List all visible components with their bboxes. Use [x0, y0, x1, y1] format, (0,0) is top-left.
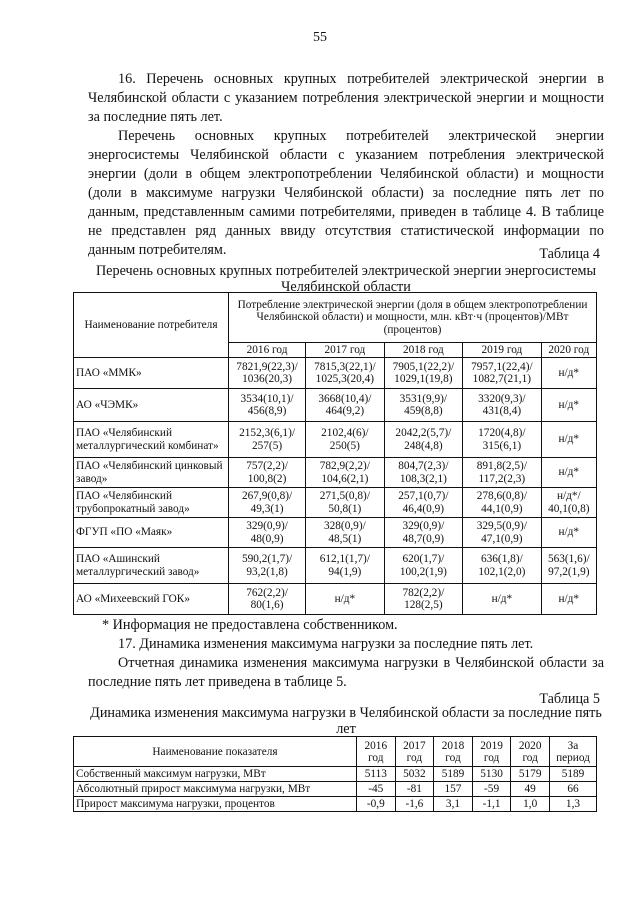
indicator-value-cell: -81 [395, 782, 434, 797]
consumption-cell: 329,5(0,9)/ 47,1(0,9) [463, 518, 542, 548]
indicator-value-cell: -0,9 [357, 797, 396, 812]
table-row [74, 422, 597, 458]
consumption-cell: 3668(10,4)/ 464(9,2) [306, 389, 385, 422]
table-4-name-header: Наименование потребителя [74, 293, 229, 358]
table-4 [73, 292, 597, 615]
table-row [74, 782, 597, 797]
consumer-name-cell: ПАО «Ашинский металлургический завод» [74, 548, 229, 584]
indicator-value-cell: 1,3 [549, 797, 596, 812]
table-4-year-header: 2020 год [541, 343, 596, 358]
indicator-value-cell: -1,6 [395, 797, 434, 812]
section-17-heading: 17. Динамика изменения максимума нагрузки за последние пять лет. [118, 636, 534, 652]
table-5-year-header: 2017 год [395, 737, 434, 767]
consumption-cell: н/д* [541, 422, 596, 458]
table-row [74, 767, 597, 782]
table-5-year-header: 2016 год [357, 737, 396, 767]
indicator-value-cell: 5032 [395, 767, 434, 782]
consumption-cell: 328(0,9)/ 48,5(1) [306, 518, 385, 548]
table-5-year-header: За период [549, 737, 596, 767]
consumption-cell: 563(1,6)/ 97,2(1,9) [541, 548, 596, 584]
consumption-cell: 1720(4,8)/ 315(6,1) [463, 422, 542, 458]
indicator-name-cell: Собственный максимум нагрузки, МВт [74, 767, 357, 782]
table-5-name-header: Наименование показателя [74, 737, 357, 767]
consumption-cell: н/д* [541, 389, 596, 422]
consumption-cell: 636(1,8)/ 102,1(2,0) [463, 548, 542, 584]
consumption-cell: 757(2,2)/ 100,8(2) [229, 458, 306, 488]
table-5-year-header: 2019 год [472, 737, 511, 767]
consumption-cell: 762(2,2)/ 80(1,6) [229, 584, 306, 615]
consumer-name-cell: ПАО «Челябинский трубопрокатный завод» [74, 488, 229, 518]
table-row [74, 458, 597, 488]
consumption-cell: н/д* [541, 458, 596, 488]
consumer-name-cell: ФГУП «ПО «Маяк» [74, 518, 229, 548]
consumption-cell: 3534(10,1)/ 456(8,9) [229, 389, 306, 422]
indicator-value-cell: 1,0 [511, 797, 550, 812]
indicator-value-cell: -59 [472, 782, 511, 797]
consumption-cell: 278,6(0,8)/ 44,1(0,9) [463, 488, 542, 518]
indicator-value-cell: 5130 [472, 767, 511, 782]
consumer-name-cell: ПАО «ММК» [74, 358, 229, 389]
table-4-note: * Информация не предоставлена собственником. [102, 617, 398, 633]
indicator-value-cell: 5179 [511, 767, 550, 782]
indicator-value-cell: 66 [549, 782, 596, 797]
section-16-paragraph: Перечень основных крупных потребителей электрической энергии энергосистемы Челябинской области с указанием потребления электрической энергии (доли в общем электропотреблении Челябинской области) и мощности (доли в максимуме нагрузки Челябинской области) за последние пять лет по данным, представленным самими потребителями, приведен в таблице 4. В таблице не представлен ряд данных ввиду отсутствия статистической информации по данным потребителям. [88, 128, 604, 258]
table-row [74, 584, 597, 615]
consumption-cell: 891,8(2,5)/ 117,2(2,3) [463, 458, 542, 488]
table-4-year-header: 2018 год [384, 343, 463, 358]
consumption-cell: н/д* [541, 518, 596, 548]
consumption-cell: 7815,3(22,1)/ 1025,3(20,4) [306, 358, 385, 389]
table-5-label: Таблица 5 [539, 691, 600, 707]
table-5 [73, 736, 597, 812]
consumption-cell: 590,2(1,7)/ 93,2(1,8) [229, 548, 306, 584]
table-4-year-header: 2017 год [306, 343, 385, 358]
page-number: 55 [313, 30, 327, 45]
consumption-cell: 620(1,7)/ 100,2(1,9) [384, 548, 463, 584]
table-5-caption: Динамика изменения максимума нагрузки в Челябинской области за последние пять лет [90, 705, 602, 737]
table-row [74, 797, 597, 812]
indicator-value-cell: 5189 [549, 767, 596, 782]
consumer-name-cell: ПАО «Челябинский цинковый завод» [74, 458, 229, 488]
consumption-cell: 2102,4(6)/ 250(5) [306, 422, 385, 458]
consumption-cell: 267,9(0,8)/ 49,3(1) [229, 488, 306, 518]
consumption-cell: н/д* [541, 584, 596, 615]
consumption-cell: 7957,1(22,4)/ 1082,7(21,1) [463, 358, 542, 389]
table-row [74, 358, 597, 389]
table-row [74, 488, 597, 518]
section-17-paragraph: Отчетная динамика изменения максимума нагрузки в Челябинской области за последние пять лет приведена в таблице 5. [88, 655, 604, 690]
indicator-value-cell: 5189 [434, 767, 473, 782]
table-4-year-header: 2019 год [463, 343, 542, 358]
table-row [74, 518, 597, 548]
consumption-cell: 612,1(1,7)/ 94(1,9) [306, 548, 385, 584]
consumption-cell: 271,5(0,8)/ 50,8(1) [306, 488, 385, 518]
consumption-cell: 2042,2(5,7)/ 248(4,8) [384, 422, 463, 458]
consumption-cell: 3531(9,9)/ 459(8,8) [384, 389, 463, 422]
consumption-cell: 329(0,9)/ 48(0,9) [229, 518, 306, 548]
consumer-name-cell: ПАО «Челябинский металлургический комбинат» [74, 422, 229, 458]
consumer-name-cell: АО «ЧЭМК» [74, 389, 229, 422]
table-4-label: Таблица 4 [539, 246, 600, 262]
consumption-cell: 782,9(2,2)/ 104,6(2,1) [306, 458, 385, 488]
table-5-year-header: 2020 год [511, 737, 550, 767]
consumption-cell: 329(0,9)/ 48,7(0,9) [384, 518, 463, 548]
indicator-value-cell: 5113 [357, 767, 396, 782]
table-4-group-header: Потребление электрической энергии (доля в общем электропотреблении Челябинской области) и мощности, млн. кВт·ч (процентов)/МВт (процентов) [229, 293, 597, 343]
consumption-cell: 3320(9,3)/ 431(8,4) [463, 389, 542, 422]
indicator-value-cell: 49 [511, 782, 550, 797]
indicator-value-cell: -1,1 [472, 797, 511, 812]
consumer-name-cell: АО «Михеевский ГОК» [74, 584, 229, 615]
indicator-value-cell: 3,1 [434, 797, 473, 812]
consumption-cell: н/д*/ 40,1(0,8) [541, 488, 596, 518]
consumption-cell: 804,7(2,3)/ 108,3(2,1) [384, 458, 463, 488]
consumption-cell: н/д* [541, 358, 596, 389]
consumption-cell: н/д* [306, 584, 385, 615]
consumption-cell: 782(2,2)/ 128(2,5) [384, 584, 463, 615]
consumption-cell: 2152,3(6,1)/ 257(5) [229, 422, 306, 458]
consumption-cell: 7905,1(22,2)/ 1029,1(19,8) [384, 358, 463, 389]
table-row [74, 389, 597, 422]
table-4-caption: Перечень основных крупных потребителей электрической энергии энергосистемы Челябинской области [95, 263, 597, 295]
table-row [74, 548, 597, 584]
indicator-value-cell: 157 [434, 782, 473, 797]
consumption-cell: 7821,9(22,3)/ 1036(20,3) [229, 358, 306, 389]
consumption-cell: н/д* [463, 584, 542, 615]
table-5-year-header: 2018 год [434, 737, 473, 767]
consumption-cell: 257,1(0,7)/ 46,4(0,9) [384, 488, 463, 518]
indicator-value-cell: -45 [357, 782, 396, 797]
indicator-name-cell: Прирост максимума нагрузки, процентов [74, 797, 357, 812]
section-16-heading: 16. Перечень основных крупных потребителей электрической энергии в Челябинской области с указанием потребления электрической энергии и мощности за последние пять лет. [88, 71, 604, 125]
indicator-name-cell: Абсолютный прирост максимума нагрузки, МВт [74, 782, 357, 797]
table-4-year-header: 2016 год [229, 343, 306, 358]
